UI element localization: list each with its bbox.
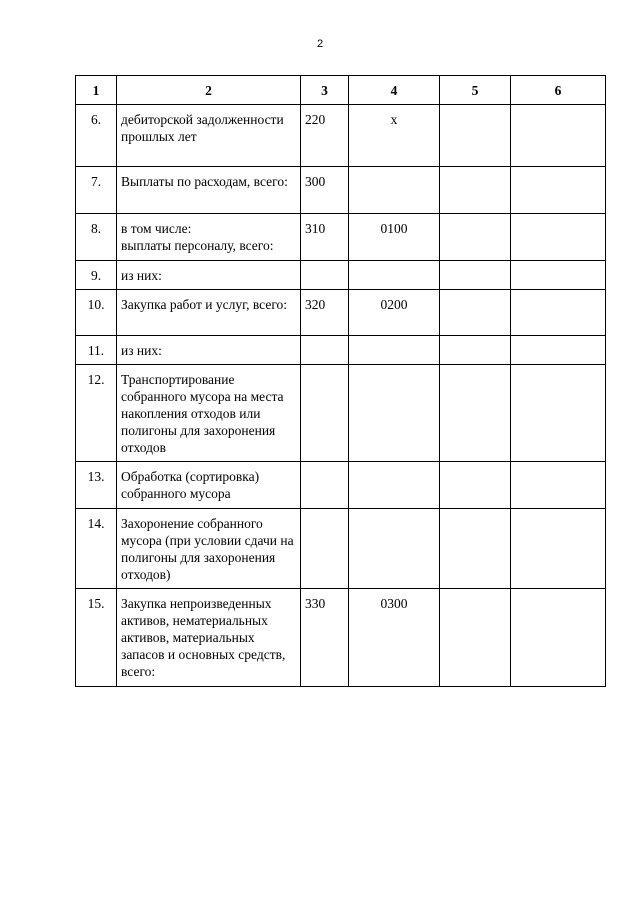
row-name: Закупка непроизведенных активов, нематериальных активов, материальных запасов и основных средств, всего: <box>117 589 301 687</box>
row-code-4 <box>349 365 440 462</box>
row-number: 11. <box>76 336 117 365</box>
report-table <box>75 75 606 687</box>
row-value-6 <box>511 214 606 261</box>
row-code-3 <box>301 462 349 509</box>
row-code-3 <box>301 365 349 462</box>
row-number: 6. <box>76 105 117 167</box>
column-header-4: 4 <box>349 76 440 105</box>
row-value-6 <box>511 261 606 290</box>
row-value-5 <box>440 336 511 365</box>
row-number: 14. <box>76 509 117 589</box>
row-number: 7. <box>76 167 117 214</box>
row-value-5 <box>440 509 511 589</box>
column-header-2: 2 <box>117 76 301 105</box>
row-value-5 <box>440 214 511 261</box>
row-code-4: 0300 <box>349 589 440 687</box>
row-number: 8. <box>76 214 117 261</box>
row-code-3 <box>301 336 349 365</box>
row-code-4 <box>349 462 440 509</box>
row-code-4 <box>349 167 440 214</box>
row-value-6 <box>511 462 606 509</box>
row-code-3 <box>301 261 349 290</box>
row-name: Обработка (сортировка) собранного мусора <box>117 462 301 509</box>
row-number: 10. <box>76 290 117 336</box>
row-name: из них: <box>117 336 301 365</box>
row-code-3: 330 <box>301 589 349 687</box>
column-header-3: 3 <box>301 76 349 105</box>
table-row <box>76 336 606 365</box>
row-code-4 <box>349 336 440 365</box>
row-number: 15. <box>76 589 117 687</box>
table-row <box>76 261 606 290</box>
row-value-5 <box>440 365 511 462</box>
row-name: дебиторской задолженности прошлых лет <box>117 105 301 167</box>
row-value-5 <box>440 589 511 687</box>
row-value-6 <box>511 290 606 336</box>
row-code-3: 320 <box>301 290 349 336</box>
row-value-5 <box>440 261 511 290</box>
column-header-5: 5 <box>440 76 511 105</box>
row-name: в том числе: выплаты персоналу, всего: <box>117 214 301 261</box>
row-code-4: х <box>349 105 440 167</box>
table-row <box>76 167 606 214</box>
row-name: Выплаты по расходам, всего: <box>117 167 301 214</box>
column-header-1: 1 <box>76 76 117 105</box>
row-value-6 <box>511 336 606 365</box>
row-code-4 <box>349 261 440 290</box>
row-value-5 <box>440 105 511 167</box>
row-name: из них: <box>117 261 301 290</box>
row-code-4: 0200 <box>349 290 440 336</box>
table-row <box>76 509 606 589</box>
row-value-6 <box>511 589 606 687</box>
row-value-6 <box>511 105 606 167</box>
table-row <box>76 290 606 336</box>
row-name: Захоронение собранного мусора (при условии сдачи на полигоны для захоронения отходов) <box>117 509 301 589</box>
table-row <box>76 589 606 687</box>
row-number: 9. <box>76 261 117 290</box>
row-code-3: 310 <box>301 214 349 261</box>
table-row <box>76 365 606 462</box>
row-value-5 <box>440 167 511 214</box>
row-number: 13. <box>76 462 117 509</box>
column-header-6: 6 <box>511 76 606 105</box>
row-value-5 <box>440 462 511 509</box>
page-number: 2 <box>316 38 324 50</box>
row-value-5 <box>440 290 511 336</box>
row-code-4: 0100 <box>349 214 440 261</box>
row-name: Транспортирование собранного мусора на места накопления отходов или полигоны для захоронения отходов <box>117 365 301 462</box>
row-code-3: 220 <box>301 105 349 167</box>
row-number: 12. <box>76 365 117 462</box>
row-code-3: 300 <box>301 167 349 214</box>
row-value-6 <box>511 509 606 589</box>
row-code-4 <box>349 509 440 589</box>
table-row <box>76 462 606 509</box>
table-row <box>76 214 606 261</box>
row-name: Закупка работ и услуг, всего: <box>117 290 301 336</box>
table-row <box>76 105 606 167</box>
row-value-6 <box>511 167 606 214</box>
table-header-row <box>76 76 606 105</box>
row-code-3 <box>301 509 349 589</box>
row-value-6 <box>511 365 606 462</box>
